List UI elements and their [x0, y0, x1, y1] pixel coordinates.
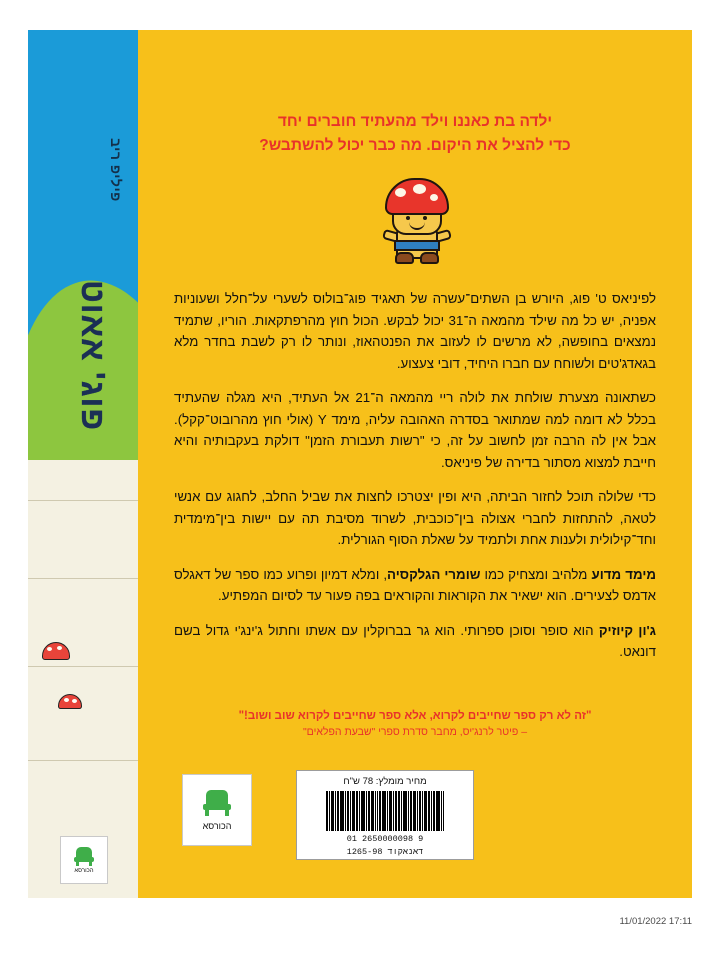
spine-ground-line: [28, 578, 138, 579]
quote-attribution: – פיטר לרנג'יס, מחבר סדרת ספרי "שבעת הפלאים": [302, 726, 528, 739]
back-cover-content: [138, 30, 692, 898]
spine-ground-line: [28, 760, 138, 761]
mascot-smile: [409, 221, 425, 230]
mascot-right-shoe: [420, 252, 439, 264]
spine-publisher-name: הכורסא: [74, 867, 94, 874]
spine-ground-line: [28, 666, 138, 667]
mushroom-mascot-illustration: [138, 178, 692, 274]
blurb-paragraph: כשתאונה מצערת שולחת את לולה ריי מהמאה ה־21 אל העתיד, היא מגלה שהעתיד בכלל לא דומה למה שמתואר בסדרה האהובה עליה, מימד Y (אולי חוץ מהרובוט־קקל). אבל אין לה הרבה זמן לחשוב על זה, כי "רשות תעבורת הזמן" דולקת בעקבותיה והיא חייבת למצוא מסתור בדירה של פיניאס.: [174, 390, 656, 470]
danacode-number: 1265-98 דאנאקוד: [346, 847, 424, 857]
price-label: מחיר מומלץ: 78 ש"ח: [343, 776, 427, 787]
print-timestamp: 11/01/2022 17:11: [619, 916, 692, 927]
spine-ground-line: [28, 500, 138, 501]
spine-book-title: פוג' אאוט: [75, 280, 112, 431]
blurb-paragraph-author-bio: ג'ון קיוזיק הוא סופר וסוכן ספרותי. הוא גר בברוקלין עם אשתו וחתול ג'ינג'י גדול בשם דונאט.: [174, 622, 656, 660]
mascot-left-eye: [406, 216, 410, 220]
back-cover-blurb: [174, 288, 656, 663]
barcode-number: 01 2650000098 9: [346, 834, 424, 844]
mascot-mushroom-cap: [385, 178, 449, 215]
spine-ground: [28, 460, 138, 898]
blurb-paragraph-review: מימד מדוע מלהיב ומצחיק כמו שומרי הגלקסיה, ומלא דמיון ופרוע כמו ספר של דאגלס אדמס לצעירים. הוא ישאיר את הקוראות והקוראים בפה פעור עד לסיום המפתיע.: [174, 566, 657, 604]
mascot-belt: [394, 240, 440, 251]
cover-bottom-bar: [174, 770, 656, 862]
tagline-line-1: ילדה בת כאננו וילד מהעתיד חוברים יחד: [277, 113, 553, 130]
barcode-block: [296, 770, 474, 860]
spine-author-name: פיליפ ריב: [108, 138, 124, 202]
mascot-right-eye: [423, 216, 427, 220]
blurb-paragraph: לפיניאס ט' פוג, היורש בן השתים־עשרה של תאגיד פוג־בולוס לשערי על־חלל ושעוניות אפניה, יש כל מה שילד מהמאה ה־31 יכול לבקש. הכול חוץ מהרפתקאות. הוריו, שתמיד נמצאים בחופשה, לא מרשים לו לעזוב את הפנטהאוז, ונותר לו רק לשבת בחדר מלא בגאדג'טים ולשוחח עם חברו היחיד, דובי צעצוע.: [174, 291, 656, 371]
tagline-line-2: כדי להציל את היקום. מה כבר יכול להשתבש?: [259, 137, 571, 155]
book-cover-artwork: [28, 30, 692, 898]
publisher-logo: [182, 774, 252, 846]
quote-text: "זה לא רק ספר שחייבים לקרוא, אלא ספר שחייבים לקרוא שוב ושוב!": [238, 710, 592, 722]
barcode-bars: [306, 791, 464, 831]
cover-quote: [174, 708, 656, 741]
armchair-icon: [203, 790, 231, 817]
mascot-left-shoe: [395, 252, 414, 264]
publisher-name: הכורסא: [202, 820, 232, 831]
spine-publisher-logo: [60, 836, 108, 884]
blurb-paragraph: כדי שלולה תוכל לחזור הביתה, היא ופין יצטרכו לחצות את שביל החלב, לחגוג עם אנשי לטאה, להתחזות לחברי אצולה בין־כוכבית, לשרוד מסיבת תה עם יישות בין־מימדית וחד־קילולית ולענות אחת ולתמיד על שאלת הסוף הגורלית.: [174, 489, 656, 548]
back-cover-tagline: [174, 110, 656, 158]
book-spine-strip: [28, 30, 138, 898]
armchair-icon: [74, 847, 94, 866]
